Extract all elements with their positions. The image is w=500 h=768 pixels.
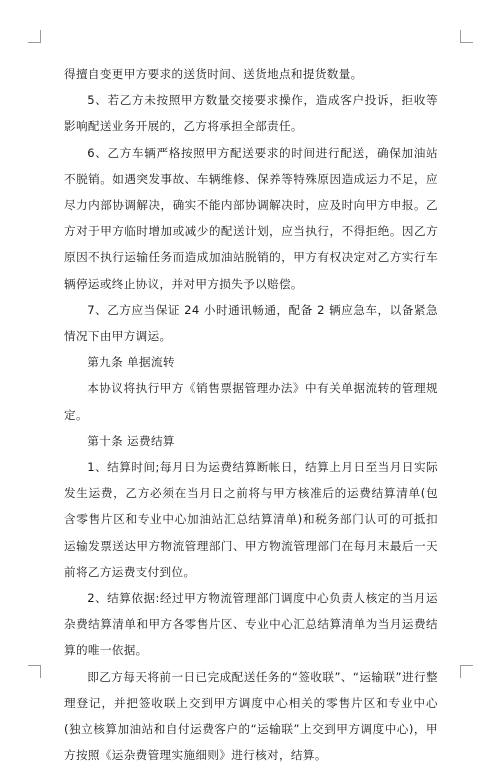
heading-article-9: 第九条 单据流转 <box>87 355 175 370</box>
crop-mark-top-left <box>28 30 41 43</box>
paragraph-settlement-time: 1、结算时间;每月日为运费结算断帐日，结算上月日至当月日实际发生运费，乙方必须在当月日之前将与甲方核准后的运费结算清单(包含零售片区和专业中心加油站汇总结算清单)和税务部门认可的可抵扣运输发票送达甲方物流管理部门、甲方物流管理部门在每月末最后一天前将乙方运费支付到位。 <box>64 460 438 579</box>
paragraph-continuation: 得擅自变更甲方要求的送货时间、送货地点和提货数量。 <box>64 67 363 81</box>
paragraph-settlement-basis: 2、结算依据:经过甲方物流管理部门调度中心负责人核定的当月运杂费结算清单和甲方各零售片区、专业中心汇总结算清单为当月运费结算的唯一依据。 <box>64 591 438 658</box>
paragraph-clause-5: 5、若乙方未按照甲方数量交接要求操作，造成客户投诉，拒收等影响配送业务开展的，乙方将承担全部责任。 <box>64 93 438 134</box>
crop-mark-bottom-right <box>460 665 473 678</box>
paragraph-clause-6: 6、乙方车辆严格按照甲方配送要求的时间进行配送，确保加油站不脱销。如遇突发事故、车辆维修、保养等特殊原因造成运力不足，应尽力内部协调解决，确实不能内部协调解决时，应及时向甲方申报。乙方对于甲方临时增加或减少的配送计划，应当执行，不得拒绝。因乙方原因不执行运输任务而造成加油站脱销的，甲方有权决定对乙方实行车辆停运或终止协议，并对甲方损失予以赔偿。 <box>64 145 438 291</box>
paragraph-clause-7: 7、乙方应当保证 24 小时通讯畅通，配备 2 辆应急车，以备紧急情况下由甲方调运。 <box>64 302 438 344</box>
heading-article-10: 第十条 运费结算 <box>87 433 175 448</box>
crop-mark-top-right <box>460 30 473 43</box>
crop-mark-bottom-left <box>28 665 41 678</box>
document-body <box>64 61 438 768</box>
paragraph-article-9-body: 本协议将执行甲方《销售票据管理办法》中有关单据流转的管理规定。 <box>64 381 438 422</box>
paragraph-receipt-handling: 即乙方每天将前一日已完成配送任务的“签收联”、“运输联”进行整理登记，并把签收联上交到甲方调度中心相关的零售片区和专业中心(独立核算加油站和自付运费客户的“运输联”上交到甲方调度中心)，甲方按照《运杂费管理实施细则》进行核对，结算。 <box>64 669 438 763</box>
